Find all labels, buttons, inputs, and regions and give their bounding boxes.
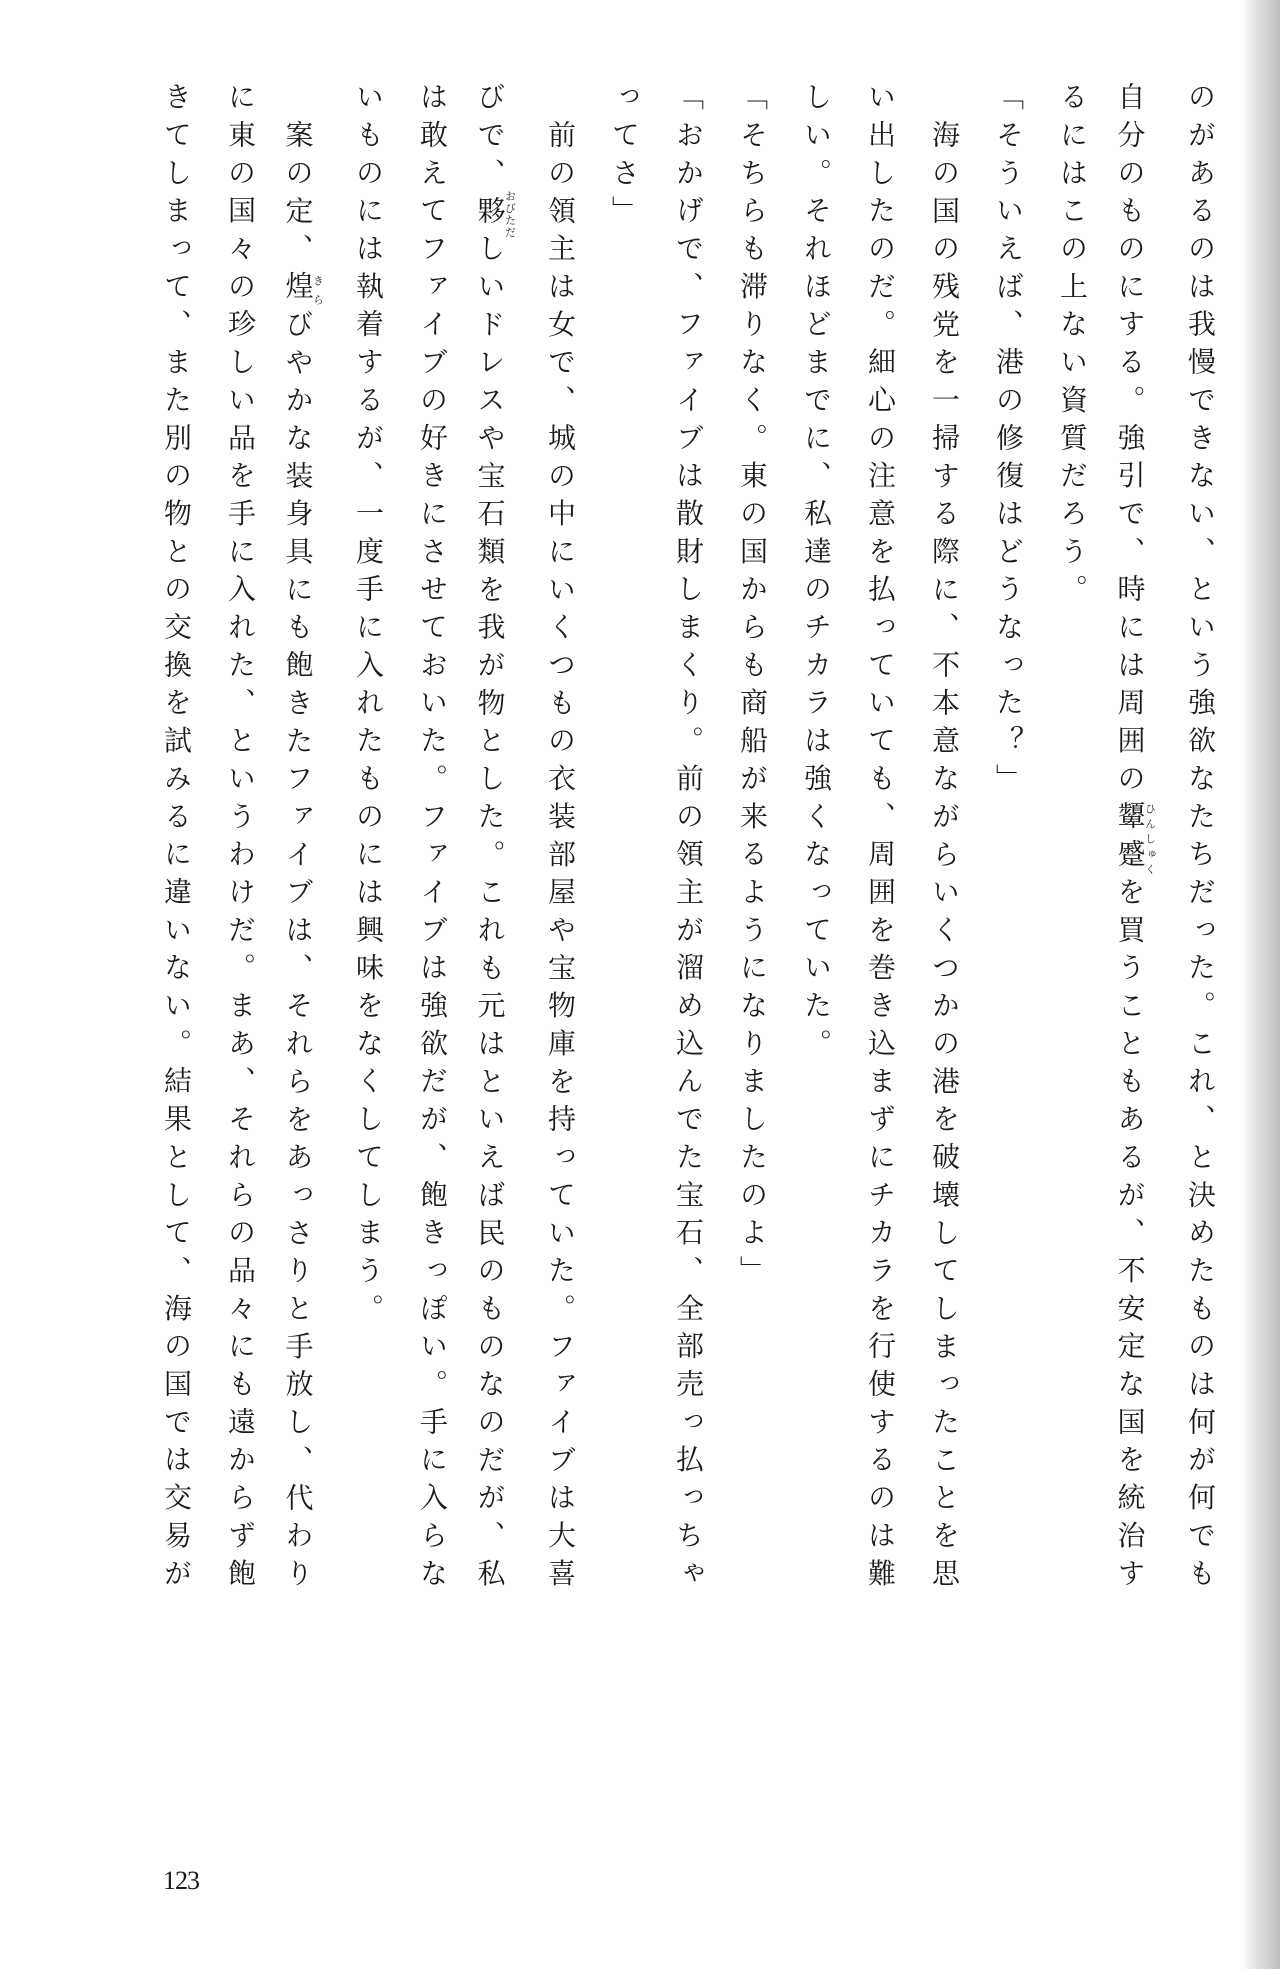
text-segment: びで、 (473, 82, 507, 196)
ruby-base: 煌 (281, 271, 315, 310)
ruby-annotation (1113, 801, 1157, 877)
text-column: いものには執着するが、一度手に入れたものには興味をなくしてしまう。 (352, 82, 385, 1332)
ruby-annotation (281, 271, 325, 310)
ruby-reading: おびただ (503, 190, 517, 239)
text-column: は敢えてファイブの好きにさせておいた。ファイブは強欲だが、飽きっぽい。手に入らな (416, 82, 449, 1596)
text-column: 「おかげで、ファイブは散財しまくり。前の領主が溜め込んでた宝石、全部売っ払っちゃ (672, 82, 705, 1596)
text-column: のがあるのは我慢できない、という強欲なたちだった。これ、と決めたものは何が何でも (1184, 82, 1217, 1596)
text-segment: 自分のものにする。強引で、時には周囲の (1113, 82, 1147, 802)
text-column: に東の国々の珍しい品を手に入れた、というわけだ。まあ、それらの品々にも遠からず飽 (224, 82, 257, 1596)
text-column: ってさ」 (608, 82, 641, 234)
text-column (1113, 82, 1157, 1622)
ruby-base: 顰蹙 (1113, 801, 1147, 877)
text-segment: しいドレスや宝石類を我が物とした。これも元はといえば民のものなのだが、私 (473, 233, 507, 1597)
page-number: 123 (163, 1866, 199, 1895)
text-segment: 案の定、 (281, 120, 315, 272)
ruby-reading: きら (311, 271, 325, 310)
text-column: きてしまって、また別の物との交換を試みるに違いない。結果として、海の国では交易が (160, 82, 193, 1596)
text-column: 前の領主は女で、城の中にいくつもの衣装部屋や宝物庫を持っていた。ファイブは大喜 (544, 120, 577, 1597)
text-column: 「そちらも滞りなく。東の国からも商船が来るようになりましたのよ」 (736, 82, 769, 1294)
ruby-annotation (473, 190, 517, 239)
text-column (473, 82, 517, 1622)
ruby-base: 夥 (473, 190, 507, 239)
page-edge-shadow (1242, 0, 1280, 1969)
text-segment: びやかな装身具にも飽きたファイブは、それらをあっさりと手放し、代わり (281, 309, 315, 1597)
text-column: るにはこの上ない資質だろう。 (1056, 82, 1089, 612)
text-column: しい。それほどまでに、私達のチカラは強くなっていた。 (800, 82, 833, 1067)
text-column (281, 82, 325, 1660)
text-column: い出したのだ。細心の注意を払っていても、周囲を巻き込まずにチカラを行使するのは難 (864, 82, 897, 1596)
text-column: 「そういえば、港の修復はどうなった？」 (992, 82, 1025, 802)
ruby-reading: ひんしゅく (1143, 801, 1157, 877)
text-segment: を買うこともあるが、不安定な国を統治す (1113, 876, 1147, 1597)
text-column: 海の国の残党を一掃する際に、不本意ながらいくつかの港を破壊してしまったことを思 (928, 120, 961, 1597)
